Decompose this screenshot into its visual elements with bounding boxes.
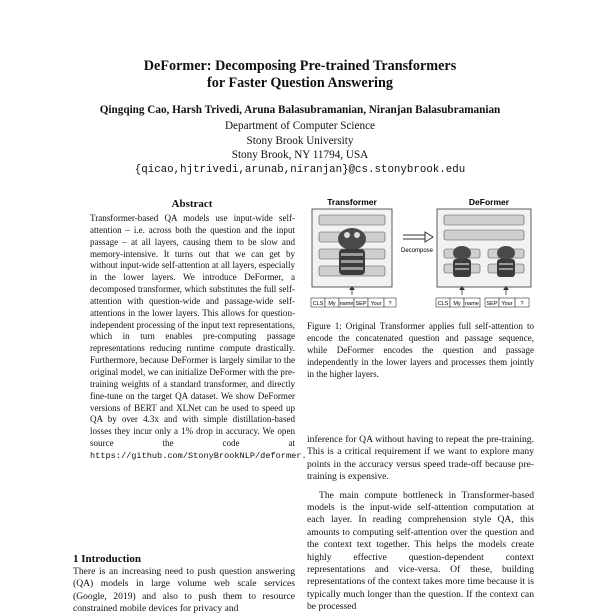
figure-label-deformer: DeFormer: [468, 197, 510, 207]
right-paragraph-1: inference for QA without having to repeat the pre-training. This is a critical requirement if we want to explore many points in the accuracy versus speed trade-off because pre-training is expensive.: [307, 434, 534, 483]
token: name: [465, 301, 479, 307]
token: name: [339, 301, 354, 307]
right-column-body: [307, 434, 534, 614]
right-paragraph-2: The main compute bottleneck in Transformer-based models is the input-wide self-attention computation at each layer. In reading comprehension style QA, this amounts to computing self-attention over the question and the context text together. This helps the models create highly effective question-dependent context representations and vice-versa. Of these, building representations of the context takes more time because it is typically much longer than the question. If the context can be processed: [307, 489, 534, 613]
token: CLS: [437, 301, 449, 307]
deformer-figure-icon-left: [453, 246, 471, 277]
figure-label-transformer: Transformer: [327, 197, 377, 207]
deformer-layer: [444, 230, 524, 240]
tokens-left: [311, 298, 396, 307]
author-list: Qingqing Cao, Harsh Trivedi, Aruna Balasubramanian, Niranjan Balasubramanian: [99, 104, 501, 116]
title-line-1: DeFormer: Decomposing Pre-trained Transformers: [143, 58, 457, 74]
token: My: [453, 301, 461, 307]
token: ?: [388, 301, 392, 307]
deformer-figure-icon-right: [497, 246, 515, 277]
figure-1: [307, 197, 534, 315]
deformer-layer: [444, 215, 524, 225]
affiliation: [0, 119, 600, 177]
intro-body: [73, 566, 295, 616]
figure-caption: Figure 1: Original Transformer applies full self-attention to encode the concatenated question and passage sequence, while DeFormer encodes the question and passage independently in the lower layers and processes them jointly in the higher layers.: [307, 321, 534, 379]
title-line-2: for Faster Question Answering: [207, 75, 393, 91]
token: SEP: [486, 301, 498, 307]
email: {qicao,hjtrivedi,arunab,niranjan}@cs.stonybrook.edu: [134, 163, 466, 176]
university: Stony Brook University: [246, 134, 354, 147]
paper-title: [0, 58, 600, 92]
abstract-body: [90, 213, 307, 463]
department: Department of Computer Science: [224, 120, 376, 132]
intro-paragraph: There is an increasing need to push question answering (QA) models in large volume web scale services (Google, 2019) and also to push them to resource constrained mobile devices for privacy and: [73, 566, 295, 615]
tokens-right: [436, 298, 529, 307]
abstract-heading: Abstract: [171, 198, 213, 210]
city: Stony Brook, NY 11794, USA: [231, 149, 369, 161]
code-link[interactable]: https://github.com/StonyBrookNLP/deformer.: [90, 450, 307, 461]
token: CLS: [312, 301, 324, 307]
intro-heading: 1 Introduction: [73, 553, 141, 565]
token: ?: [520, 301, 524, 307]
token: Your: [370, 301, 382, 307]
transformer-figure-icon: [338, 228, 366, 275]
abstract-text: Transformer-based QA models use input-wide self-attention – i.e. across both the question and the input passage – at all layers, causing them to be slow and memory-intensive. It turns out that we can get by without input-wide self-attention at all layers, especially in the lower layers. We introduce DeFormer, a decomposed transformer, which substitutes the full self-attention with question-wide and passage-wide self-attentions in the lower layers. This allows for question-independent processing of the input text representations, which in turn enables pre-computing passage representations reducing runtime compute drastically. Furthermore, because DeFormer is largely similar to the original model, we can initialize DeFormer with the pre-training weights of a standard transformer, and directly fine-tune on the target QA dataset. We show DeFormer versions of BERT and XLNet can be used to speed up QA by over 4.3x and with simple distillation-based losses they incur only a 1% drop in accuracy. We open source the code at: [90, 213, 295, 449]
decompose-label: Decompose: [400, 248, 434, 254]
token: Your: [501, 301, 513, 307]
transformer-layer: [319, 215, 385, 225]
token: My: [328, 301, 336, 307]
token: SEP: [355, 301, 367, 307]
